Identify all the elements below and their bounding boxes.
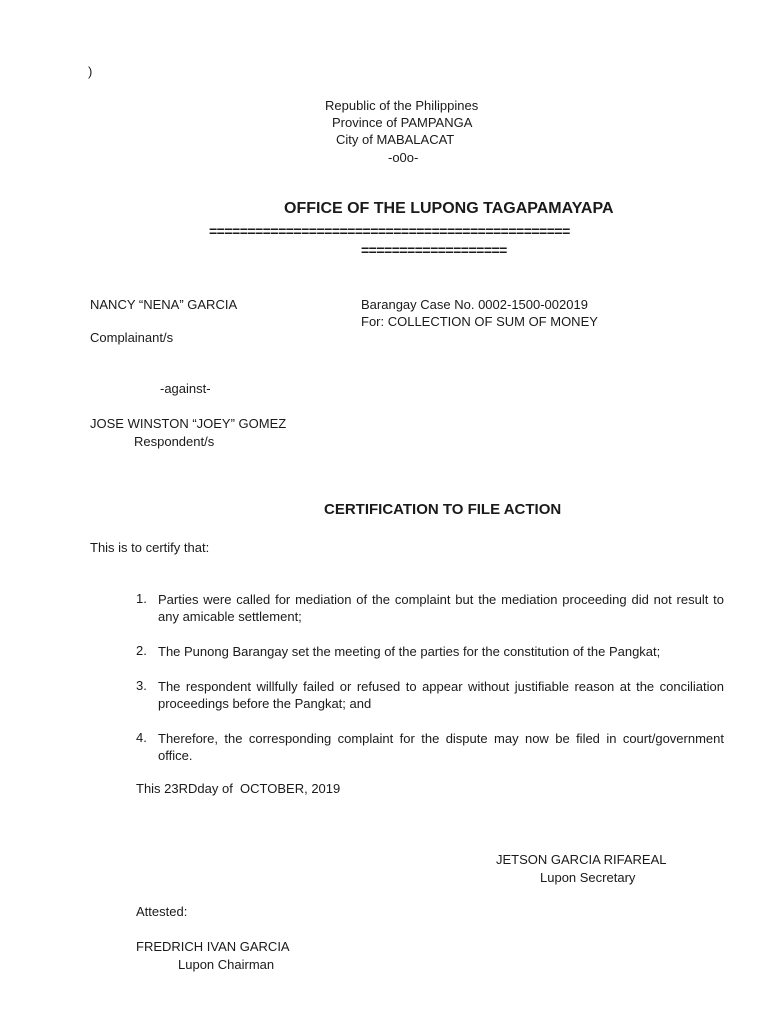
list-item-number: 3. xyxy=(136,678,147,693)
list-item-text: The respondent willfully failed or refused to appear without justifiable reason at the conciliation proceedings before the Pangkat; and xyxy=(158,679,724,711)
chairman-name: FREDRICH IVAN GARCIA xyxy=(136,939,290,954)
certification-title: CERTIFICATION TO FILE ACTION xyxy=(324,501,562,518)
header-republic: Republic of the Philippines xyxy=(325,98,479,113)
list-item-text: The Punong Barangay set the meeting of the parties for the constitution of the Pangkat; xyxy=(158,644,661,659)
list-item-number: 1. xyxy=(136,591,147,606)
respondent-name: JOSE WINSTON “JOEY” GOMEZ xyxy=(90,416,287,431)
list-item-number: 2. xyxy=(136,643,147,658)
complainant-name: NANCY “NENA” GARCIA xyxy=(90,297,238,312)
header-province: Province of PAMPANGA xyxy=(332,115,473,130)
secretary-name: JETSON GARCIA RIFAREAL xyxy=(496,852,667,867)
date-line: This 23RDday of OCTOBER, 2019 xyxy=(136,781,341,796)
list-item xyxy=(136,643,724,660)
list-item-text: Parties were called for mediation of the complaint but the mediation proceeding did not result to any amicable settlement; xyxy=(158,592,724,624)
chairman-title: Lupon Chairman xyxy=(178,957,275,972)
header-separator: -o0o- xyxy=(388,150,419,165)
against-label: -against- xyxy=(160,381,211,396)
list-item xyxy=(136,678,724,712)
list-item-text: Therefore, the corresponding complaint for the dispute may now be filed in court/government office. xyxy=(158,731,724,763)
corner-mark: ) xyxy=(88,64,93,79)
case-number: Barangay Case No. 0002-1500-002019 xyxy=(361,297,588,312)
attested-label: Attested: xyxy=(136,904,188,919)
list-item xyxy=(136,591,724,625)
list-item-number: 4. xyxy=(136,730,147,745)
header-city: City of MABALACAT xyxy=(336,132,455,147)
rule-line-2: =================== xyxy=(361,242,507,258)
list-item xyxy=(136,730,724,764)
case-subject: For: COLLECTION OF SUM OF MONEY xyxy=(361,314,598,329)
rule-line-1: =============================================== xyxy=(209,223,570,239)
intro-text: This is to certify that: xyxy=(90,540,210,555)
secretary-title: Lupon Secretary xyxy=(540,870,636,885)
office-title: OFFICE OF THE LUPONG TAGAPAMAYAPA xyxy=(284,200,614,217)
respondent-role: Respondent/s xyxy=(134,434,215,449)
complainant-role: Complainant/s xyxy=(90,330,174,345)
